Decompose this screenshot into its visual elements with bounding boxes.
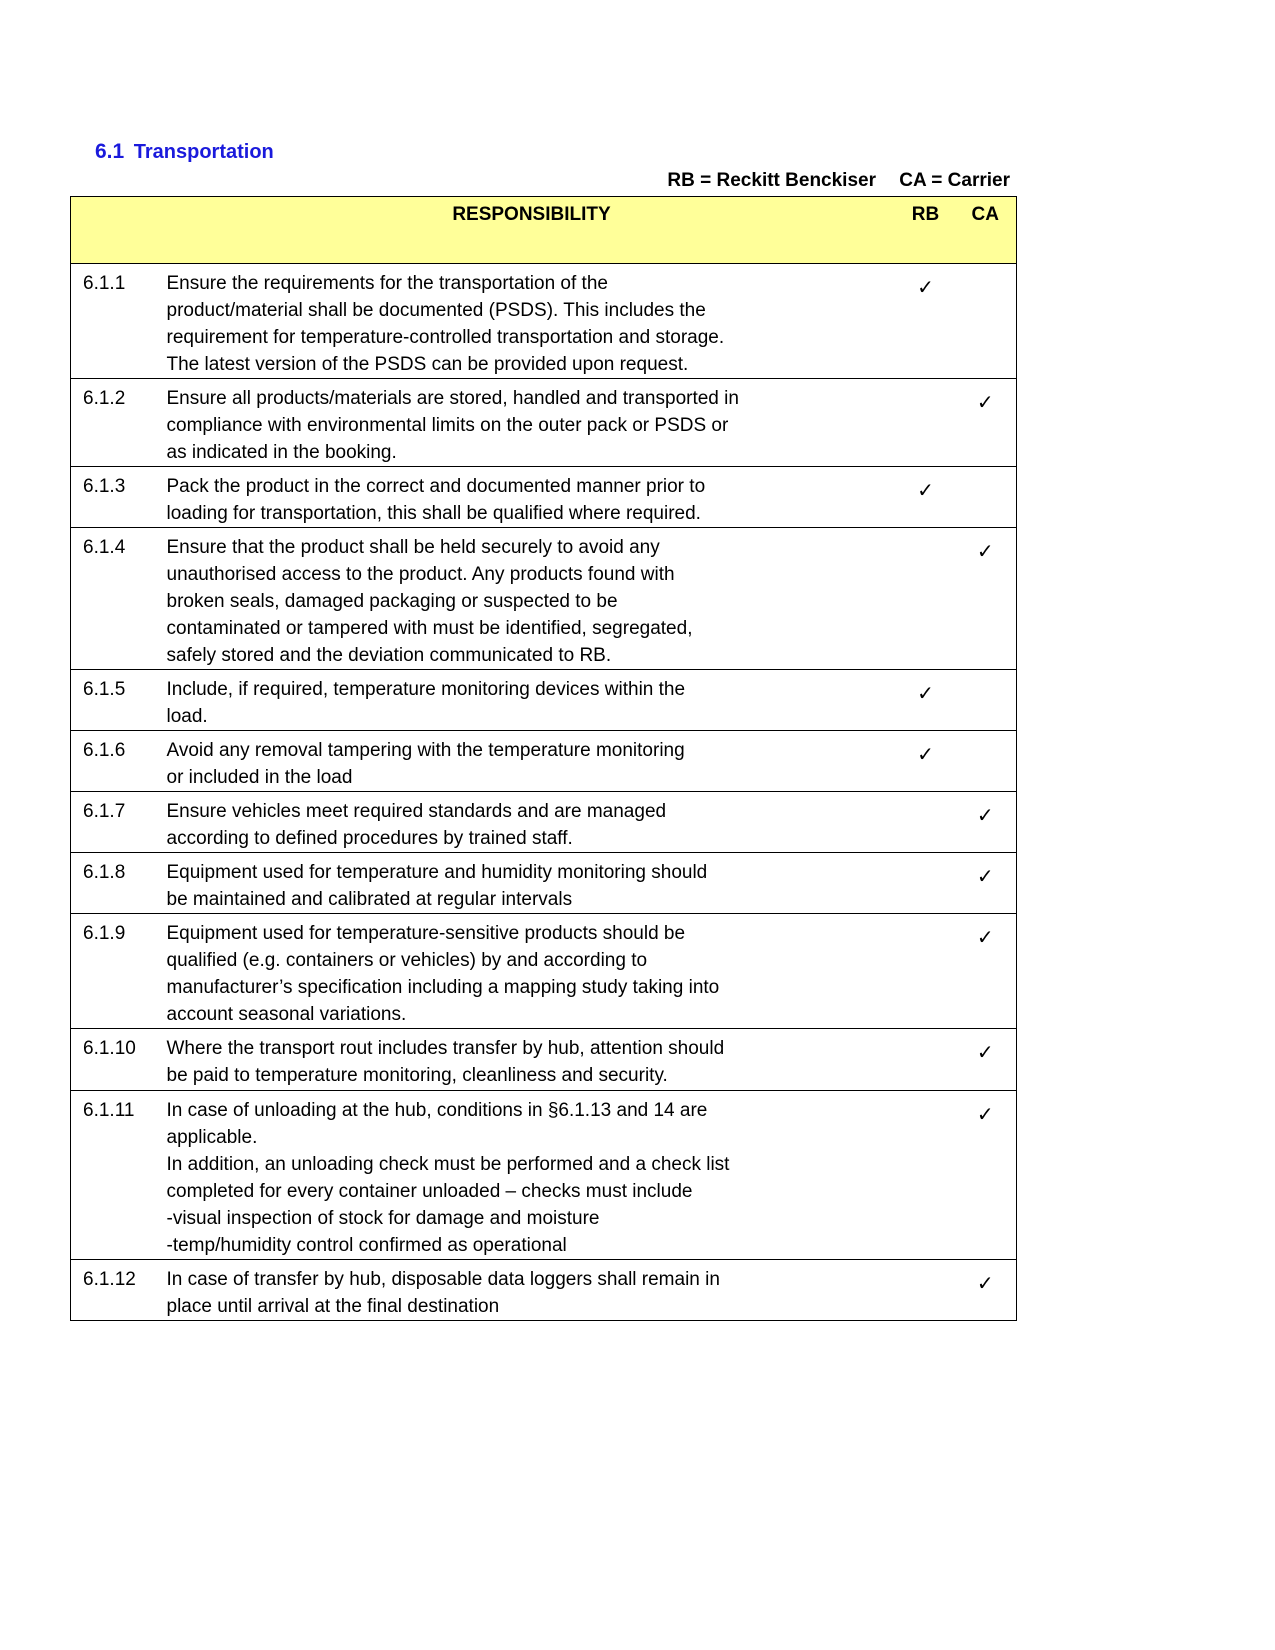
table-row [71,731,1017,792]
text-line: Ensure vehicles meet required standards and are managed [166,801,667,822]
legend [667,170,1010,192]
row-responsibility-text [167,1091,897,1260]
ca-check-icon: ✓ [955,528,1017,670]
text-line: Where the transport rout includes transfer by hub, attention should [166,1038,725,1059]
table-row [71,528,1017,670]
ca-check-icon: ✓ [955,853,1017,914]
row-number: 6.1.7 [71,792,167,853]
text-line: Include, if required, temperature monitoring devices within the [166,679,686,700]
ca-check-icon: ✓ [955,1091,1017,1260]
section-heading [95,140,274,164]
row-number: 6.1.2 [71,379,167,467]
header-rb: RB [897,197,955,264]
table-row [71,1091,1017,1260]
row-responsibility-text [167,914,897,1029]
row-responsibility-text [167,528,897,670]
table-row [71,853,1017,914]
section-number: 6.1 [95,140,125,163]
text-line: completed for every container unloaded – checks must include [166,1181,693,1202]
text-line: Equipment used for temperature-sensitive products should be [166,923,686,944]
text-line: In addition, an unloading check must be performed and a check list [166,1154,730,1175]
text-line: requirement for temperature-controlled transportation and storage. [166,327,725,348]
rb-check-icon [897,1091,955,1260]
ca-check-icon [955,670,1017,731]
text-line: Equipment used for temperature and humidity monitoring should [166,862,708,883]
text-line: In case of transfer by hub, disposable data loggers shall remain in [166,1269,720,1290]
table-row [71,264,1017,379]
ca-check-icon: ✓ [955,914,1017,1029]
text-line: Ensure the requirements for the transportation of the [166,273,608,294]
text-line: unauthorised access to the product. Any products found with [166,564,675,585]
text-line: -temp/humidity control confirmed as operational [166,1235,567,1256]
table-header-row [71,197,1017,264]
ca-check-icon: ✓ [955,379,1017,467]
rb-check-icon [897,1029,955,1091]
text-line: according to defined procedures by trained staff. [166,828,573,849]
row-number: 6.1.3 [71,467,167,528]
row-number: 6.1.11 [71,1091,167,1260]
rb-check-icon [897,1260,955,1321]
text-line: Avoid any removal tampering with the temperature monitoring [166,740,685,761]
responsibility-table [70,196,1017,1321]
text-line: applicable. [166,1127,258,1148]
text-line: product/material shall be documented (PSDS). This includes the [166,300,706,321]
text-line: Ensure that the product shall be held securely to avoid any [166,537,660,558]
row-number: 6.1.8 [71,853,167,914]
text-line: The latest version of the PSDS can be provided upon request. [166,354,689,375]
rb-check-icon [897,379,955,467]
rb-check-icon [897,853,955,914]
rb-check-icon: ✓ [917,275,934,299]
row-responsibility-text [167,467,897,528]
text-line: contaminated or tampered with must be identified, segregated, [166,618,693,639]
table-row [71,1260,1017,1321]
text-line: safely stored and the deviation communicated to RB. [166,645,612,666]
rb-check-icon [897,914,955,1029]
text-line: account seasonal variations. [166,1004,407,1025]
text-line: qualified (e.g. containers or vehicles) by and according to [166,950,648,971]
text-line: be maintained and calibrated at regular intervals [166,889,573,910]
row-number: 6.1.10 [71,1029,167,1091]
header-ca: CA [955,197,1017,264]
header-number-cell [71,197,167,264]
rb-check-icon: ✓ [917,742,934,766]
legend-ca: CA = Carrier [899,170,1010,191]
row-responsibility-text [167,731,897,792]
text-line: or included in the load [166,767,353,788]
ca-check-icon: ✓ [955,1260,1017,1321]
rb-check-icon: ✓ [917,681,934,705]
ca-check-icon: ✓ [955,792,1017,853]
text-line: loading for transportation, this shall be qualified where required. [166,503,701,524]
text-line: -visual inspection of stock for damage and moisture [166,1208,600,1229]
text-line: load. [166,706,208,727]
row-responsibility-text [167,853,897,914]
table-row [71,467,1017,528]
row-number: 6.1.4 [71,528,167,670]
row-number: 6.1.5 [71,670,167,731]
table-row [71,1029,1017,1091]
table-row [71,792,1017,853]
rb-check-icon [897,792,955,853]
row-responsibility-text [167,792,897,853]
rb-check-icon [897,528,955,670]
text-line: broken seals, damaged packaging or suspected to be [166,591,618,612]
section-title: Transportation [133,141,274,163]
row-number: 6.1.1 [71,264,167,379]
table-row [71,914,1017,1029]
row-responsibility-text [167,1260,897,1321]
text-line: as indicated in the booking. [166,442,397,463]
text-line: place until arrival at the final destination [166,1296,500,1317]
row-responsibility-text [167,379,897,467]
text-line: manufacturer’s specification including a mapping study taking into [166,977,720,998]
rb-check-icon: ✓ [917,478,934,502]
text-line: be paid to temperature monitoring, cleanliness and security. [166,1065,668,1086]
row-number: 6.1.9 [71,914,167,1029]
ca-check-icon [955,467,1017,528]
ca-check-icon: ✓ [955,1029,1017,1091]
text-line: Pack the product in the correct and documented manner prior to [166,476,706,497]
row-responsibility-text [167,1029,897,1091]
table-row [71,670,1017,731]
row-number: 6.1.12 [71,1260,167,1321]
legend-rb: RB = Reckitt Benckiser [667,170,876,191]
text-line: compliance with environmental limits on the outer pack or PSDS or [166,415,729,436]
table-row [71,379,1017,467]
row-responsibility-text [167,264,897,379]
header-responsibility: RESPONSIBILITY [167,197,897,264]
row-number: 6.1.6 [71,731,167,792]
text-line: In case of unloading at the hub, conditions in §6.1.13 and 14 are [166,1100,708,1121]
text-line: Ensure all products/materials are stored, handled and transported in [166,388,739,409]
ca-check-icon [955,731,1017,792]
row-responsibility-text [167,670,897,731]
ca-check-icon [955,264,1017,379]
